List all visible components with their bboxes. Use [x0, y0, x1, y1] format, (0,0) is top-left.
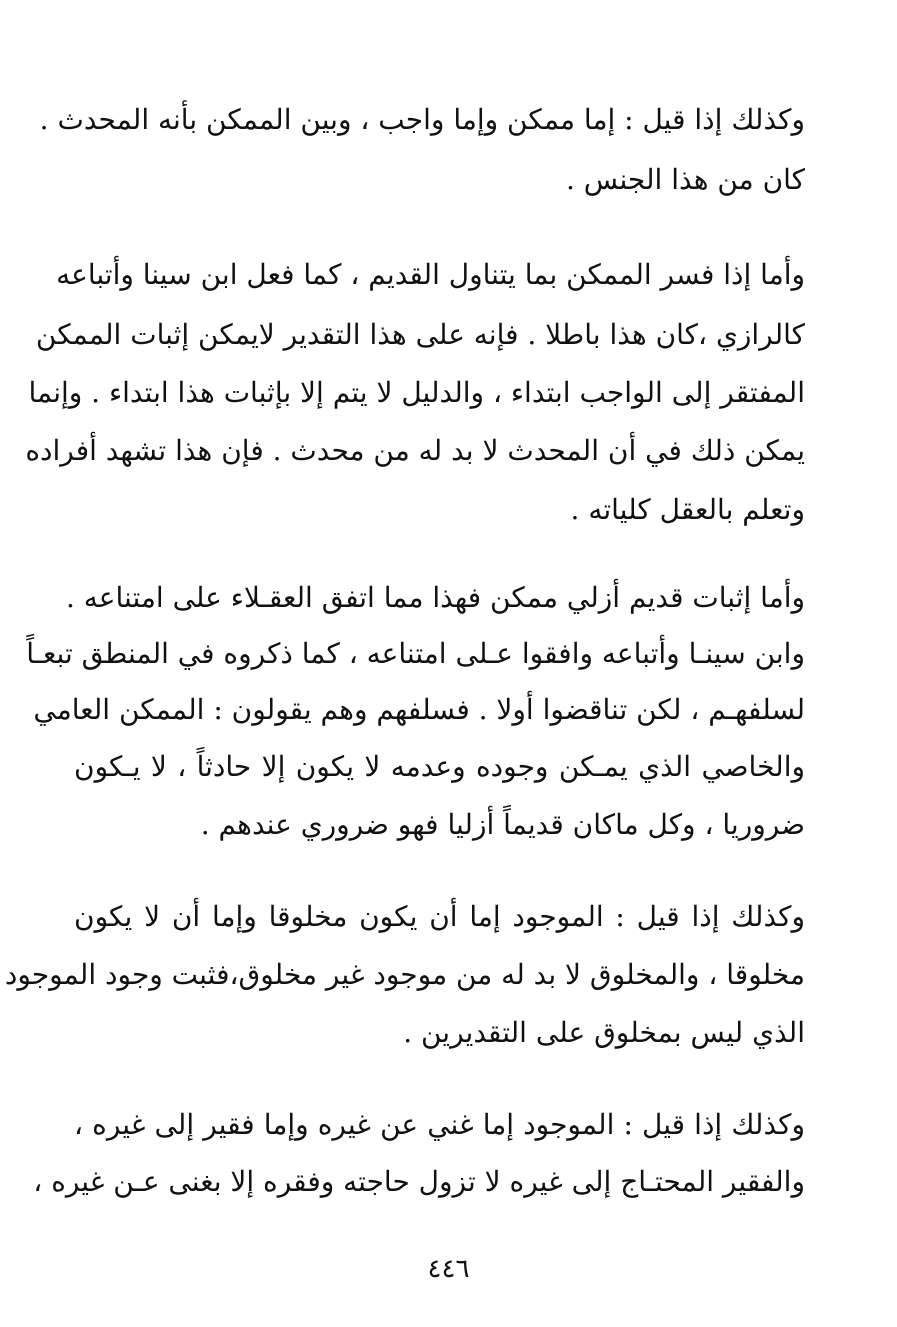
paragraph-1-line-2: كان من هذا الجنس .	[565, 163, 805, 196]
paragraph-4-line-2: مخلوقا ، والمخلوق لا بد له من موجود غير مخلوق،فثبت وجود الموجود	[4, 958, 805, 991]
paragraph-3-line-5: ضروريا ، وكل ماكان قديماً أزليا فهو ضروري عندهم .	[200, 808, 805, 841]
paragraph-2-line-2: كالرازي ،كان هذا باطلا . فإنه على هذا التقدير لايمكن إثبات الممكن	[35, 318, 805, 351]
paragraph-2-line-3: المفتقر إلى الواجب ابتداء ، والدليل لا يتم إلا بإثبات هذا ابتداء . وإنما	[28, 376, 805, 409]
paragraph-4-line-1: وكذلك إذا قيل : الموجود إما أن يكون مخلوقا وإما أن لا يكون	[74, 900, 805, 933]
paragraph-2-line-1: وأما إذا فسر الممكن بما يتناول القديم ، كما فعل ابن سينا وأتباعه	[56, 258, 805, 291]
paragraph-3-line-4: والخاصي الذي يمـكن وجوده وعدمه لا يكون إلا حادثاً ، لا يـكون	[74, 750, 805, 783]
paragraph-3-line-2: وابن سينـا وأتباعه وافقوا عـلى امتناعه ، كما ذكروه في المنطق تبعـاً	[26, 637, 805, 670]
paragraph-2-line-4: يمكن ذلك في أن المحدث لا بد له من محدث . فإن هذا تشهد أفراده	[25, 434, 805, 467]
paragraph-5-line-2: والفقير المحتـاج إلى غيره لا تزول حاجته وفقره إلا بغنى عـن غيره ،	[33, 1165, 805, 1198]
paragraph-3-line-3: لسلفهـم ، لكن تناقضوا أولا . فسلفهم وهم يقولون : الممكن العامي	[33, 693, 805, 726]
paragraph-5-line-1: وكذلك إذا قيل : الموجود إما غني عن غيره وإما فقير إلى غيره ،	[74, 1108, 805, 1141]
paragraph-4-line-3: الذي ليس بمخلوق على التقديرين .	[403, 1016, 805, 1049]
page-number: ٤٤٦	[427, 1254, 470, 1284]
paragraph-1-line-1: وكذلك إذا قيل : إما ممكن وإما واجب ، وبين الممكن بأنه المحدث .	[39, 103, 805, 136]
paragraph-2-line-5: وتعلم بالعقل كلياته .	[570, 493, 805, 526]
paragraph-3-line-1: وأما إثبات قديم أزلي ممكن فهذا مما اتفق العقـلاء على امتناعه .	[65, 581, 805, 614]
